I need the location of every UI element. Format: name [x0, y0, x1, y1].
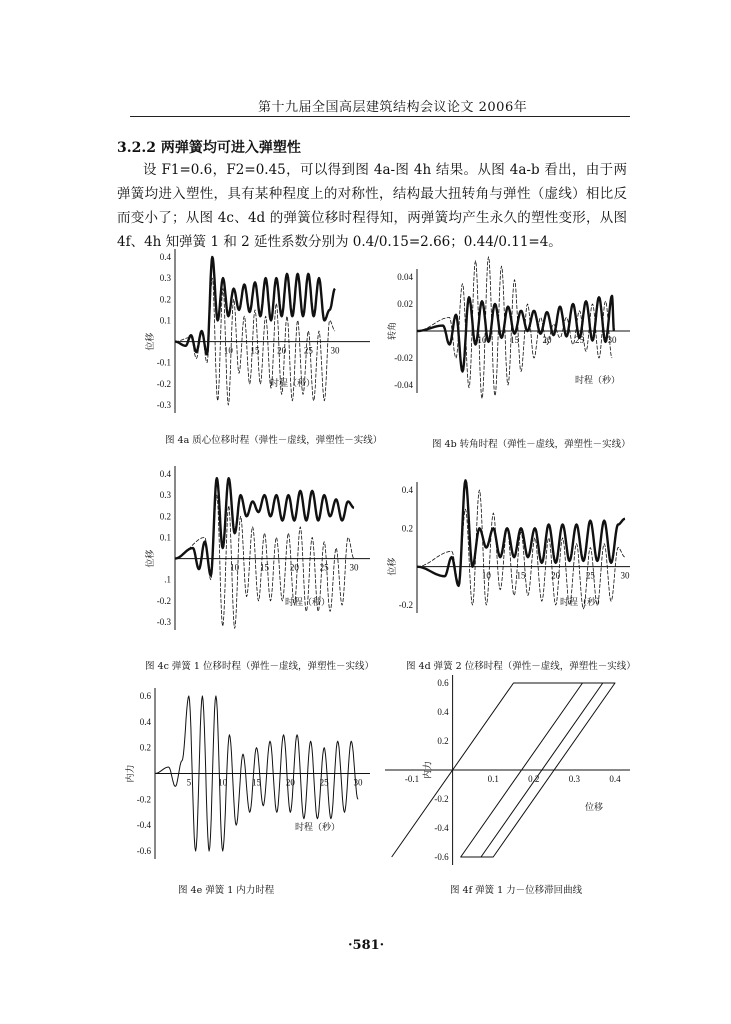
body-paragraph: 设 F1=0.6，F2=0.45，可以得到图 4a-图 4h 结果。从图 4a-b 看出，由于两弹簧均进入塑性，具有某种程度上的对称性，结构最大扭转角与弹性（虚线）相比反而变小了；从图 4c、4d 的弹簧位移时程得知，两弹簧均产生永久的塑性变形，从图 4f、4h 知弹簧 1 和 2 延性系数分别为 0.4/0.15=2.66；0.44/0.11=4。	[117, 162, 627, 250]
x-axis-label: 时程（秒）	[295, 822, 341, 832]
x-tick-label: 25	[319, 777, 329, 788]
x-tick-label: 10	[218, 777, 228, 788]
x-axis-label: 时程（秒）	[560, 597, 606, 607]
x-tick-label: 15	[516, 570, 526, 581]
y-tick-label: 0.6	[139, 691, 151, 701]
x-tick-label: 15	[252, 777, 261, 788]
x-tick-label: 15	[510, 335, 519, 345]
x-axis-label: 时程（秒）	[285, 597, 331, 607]
figure-caption-4a: 图 4a 质心位移时程（弹性－虚线，弹塑性－实线）	[165, 435, 383, 446]
y-axis-label: 内力	[125, 764, 135, 783]
x-tick-label: 5	[186, 777, 192, 788]
chart-4a	[140, 248, 375, 413]
x-tick-label: 0.3	[568, 774, 581, 784]
y-tick-label: 0.2	[159, 294, 171, 305]
x-axis-label: 时程（秒）	[575, 375, 621, 385]
y-tick-label: 0.2	[139, 742, 151, 753]
x-tick-label: 20	[551, 570, 561, 581]
y-tick-label: 0.2	[159, 511, 171, 522]
x-tick-label: 10	[481, 570, 491, 581]
x-axis-label: 时程（秒）	[270, 378, 316, 388]
page-number: ·581·	[348, 938, 385, 953]
x-tick-label: 15	[260, 562, 269, 573]
y-tick-label: -0.4	[434, 823, 449, 833]
x-tick-label: 30	[349, 562, 359, 573]
series-elastoplastic	[175, 478, 354, 575]
y-tick-label: .1	[164, 574, 171, 585]
y-tick-label: 0.6	[437, 678, 449, 688]
y-axis-label: 位移	[145, 549, 155, 568]
y-tick-label: 0.1	[159, 532, 171, 543]
y-tick-label: 0.3	[159, 273, 171, 284]
y-tick-label: 0.4	[437, 707, 449, 717]
y-tick-label: 0.3	[159, 490, 171, 501]
x-tick-label: 30	[607, 335, 617, 345]
y-tick-label: -0.3	[156, 400, 171, 410]
x-tick-label: 25	[575, 335, 584, 345]
x-tick-label: 10	[477, 335, 487, 345]
x-tick-label: 30	[330, 345, 340, 356]
running-header: 第十九届全国高层建筑结构会议论文 2006年	[258, 100, 528, 115]
y-tick-label: -0.3	[156, 617, 171, 627]
y-tick-label: 0.2	[437, 736, 449, 746]
x-tick-label: 25	[585, 570, 595, 581]
y-axis-label: 转角	[387, 321, 397, 341]
y-tick-label: -0.6	[434, 852, 449, 862]
y-tick-label: 0.02	[397, 299, 413, 309]
y-tick-label: -0.4	[136, 820, 151, 831]
y-tick-label: 0.4	[139, 716, 151, 727]
y-axis-label: 位移	[145, 332, 155, 351]
y-tick-label: -0.04	[394, 380, 413, 390]
y-tick-label: 0.2	[401, 523, 413, 534]
y-tick-label: -0.2	[156, 595, 171, 606]
x-tick-label: 20	[277, 345, 287, 356]
y-tick-label: 0.04	[397, 272, 413, 282]
x-tick-label: 20	[289, 562, 299, 573]
x-tick-label: 10	[223, 345, 233, 356]
y-tick-label: 0.4	[401, 485, 413, 495]
chart-4e	[125, 685, 375, 860]
y-tick-label: 0.4	[159, 469, 171, 479]
x-tick-label: 0.1	[487, 774, 499, 784]
x-tick-label: 30	[620, 570, 630, 581]
y-tick-label: -0.2	[434, 794, 449, 804]
y-axis-label: 内力	[422, 760, 433, 780]
figure-caption-4e: 图 4e 弹簧 1 内力时程	[178, 885, 275, 896]
x-tick-label: 30	[353, 777, 363, 788]
y-tick-label: -0.1	[156, 357, 171, 368]
y-tick-label: -0.2	[398, 600, 413, 610]
y-tick-label: -0.2	[136, 794, 151, 805]
chart-4b	[385, 255, 635, 415]
section-heading: 3.2.2 两弹簧均可进入弹塑性	[117, 140, 301, 156]
figure-caption-4d: 图 4d 弹簧 2 位移时程（弹性－虚线，弹塑性－实线）	[406, 661, 636, 672]
x-tick-label: 0.2	[528, 774, 540, 784]
series-elastoplastic	[417, 296, 614, 372]
figure-caption-4f: 图 4f 弹簧 1 力－位移滞回曲线	[450, 885, 583, 896]
x-tick-label: 10	[230, 562, 240, 573]
figure-caption-4b: 图 4b 转角时程（弹性－虚线，弹塑性－实线）	[432, 439, 631, 450]
chart-4c	[140, 465, 375, 630]
series-elastoplastic	[175, 257, 335, 354]
y-tick-label: 0.4	[159, 252, 171, 262]
x-tick-label: 20	[285, 777, 295, 788]
y-tick-label: -0.6	[136, 846, 151, 856]
y-tick-label: -0.2	[156, 378, 171, 389]
chart-4d	[385, 475, 635, 625]
x-tick-label: 0.4	[609, 774, 621, 784]
x-tick-label: -0.1	[404, 774, 420, 784]
x-tick-label: 20	[542, 335, 552, 345]
figure-caption-4c: 图 4c 弹簧 1 位移时程（弹性－虚线，弹塑性－实线）	[145, 661, 374, 672]
x-axis-label: 位移	[585, 802, 604, 812]
y-tick-label: 0.1	[159, 315, 171, 326]
x-tick-label: 25	[303, 345, 313, 356]
header-rule	[130, 116, 630, 117]
chart-4f	[385, 670, 635, 865]
x-tick-label: 15	[250, 345, 260, 356]
y-tick-label: -0.02	[394, 353, 413, 363]
x-tick-label: 25	[319, 562, 329, 573]
y-axis-label: 位移	[387, 557, 397, 576]
